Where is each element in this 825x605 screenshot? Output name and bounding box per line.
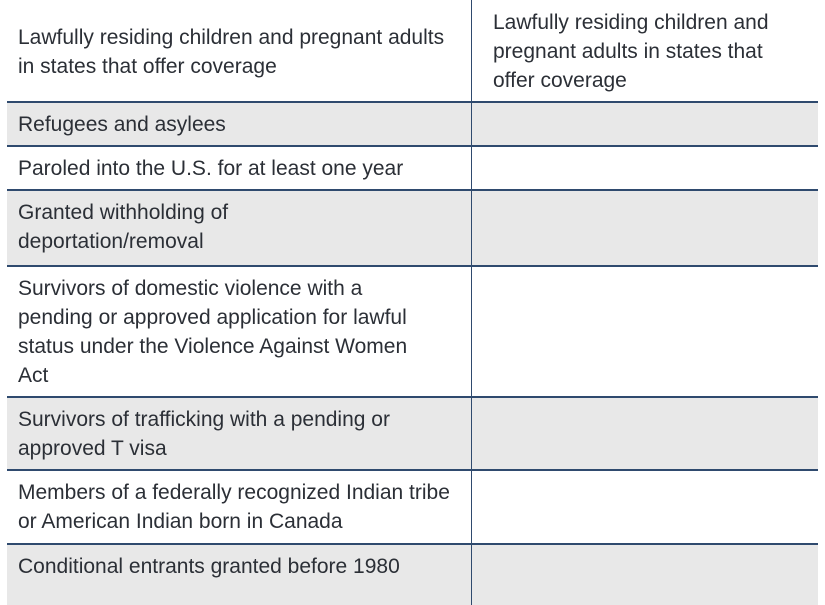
table-row [7,147,818,191]
row-label: Survivors of domestic violence with a pending or approved application for lawful status under the Violence Against Women Act [7,267,472,396]
row-value [472,191,818,265]
eligibility-table [7,0,818,605]
table-row [7,103,818,147]
row-label: Refugees and asylees [7,103,472,145]
table-row [7,545,818,605]
header-left-cell: Lawfully residing children and pregnant adults in states that offer coverage [7,0,472,101]
row-value [472,471,818,543]
row-value [472,267,818,396]
row-label: Paroled into the U.S. for at least one year [7,147,472,189]
row-value [472,545,818,605]
row-label: Conditional entrants granted before 1980 [7,545,472,605]
table-row [7,267,818,398]
row-value [472,147,818,189]
row-value [472,103,818,145]
table-header-row [7,0,818,103]
row-value [472,398,818,469]
row-label: Members of a federally recognized Indian tribe or American Indian born in Canada [7,471,472,543]
header-right-cell: Lawfully residing children and pregnant adults in states that offer coverage [493,11,769,92]
row-label: Granted withholding of deportation/removal [7,191,472,265]
table-row [7,398,818,471]
table-row [7,471,818,545]
table-row [7,191,818,267]
row-label: Survivors of trafficking with a pending or approved T visa [7,398,472,469]
